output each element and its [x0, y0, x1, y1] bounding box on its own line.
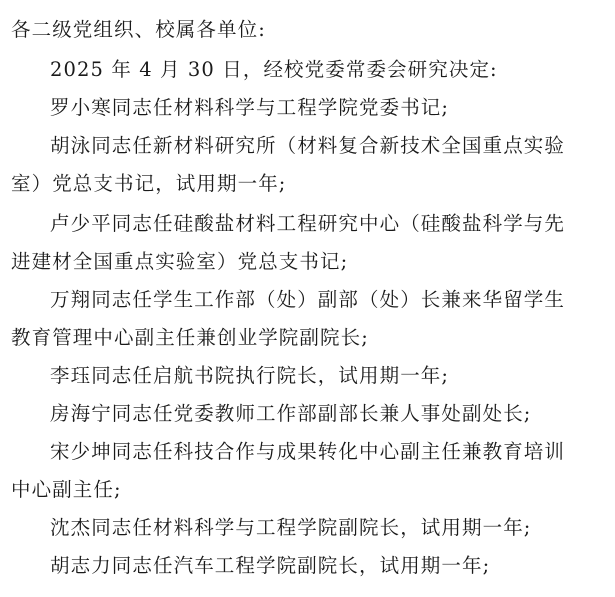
appointment-line: 沈杰同志任材料科学与工程学院副院长，试用期一年;: [50, 516, 532, 539]
appointment-line: 宋少坤同志任科技合作与成果转化中心副主任兼教育培训: [50, 440, 566, 463]
appointment-line-continuation: 进建材全国重点实验室）党总支书记;: [11, 250, 349, 273]
salutation: 各二级党组织、校属各单位:: [11, 18, 266, 41]
appointment-line: 房海宁同志任党委教师工作部副部长兼人事处副处长;: [50, 402, 532, 425]
appointment-line-continuation: 教育管理中心副主任兼创业学院副院长;: [11, 326, 369, 349]
appointment-line-continuation: 室）党总支书记，试用期一年;: [11, 172, 287, 195]
intro-paragraph: 2025 年 4 月 30 日，经校党委常委会研究决定:: [50, 58, 498, 81]
appointment-line-continuation: 中心副主任;: [11, 478, 122, 501]
appointment-line: 胡泳同志任新材料研究所（材料复合新技术全国重点实验: [50, 134, 566, 157]
appointment-line: 李珏同志任启航书院执行院长，试用期一年;: [50, 364, 450, 387]
appointment-line: 万翔同志任学生工作部（处）副部（处）长兼来华留学生: [50, 288, 566, 311]
appointment-line: 罗小寒同志任材料科学与工程学院党委书记;: [50, 96, 450, 119]
appointment-line: 胡志力同志任汽车工程学院副院长，试用期一年;: [50, 554, 491, 577]
appointment-line: 卢少平同志任硅酸盐材料工程研究中心（硅酸盐科学与先: [50, 212, 566, 235]
